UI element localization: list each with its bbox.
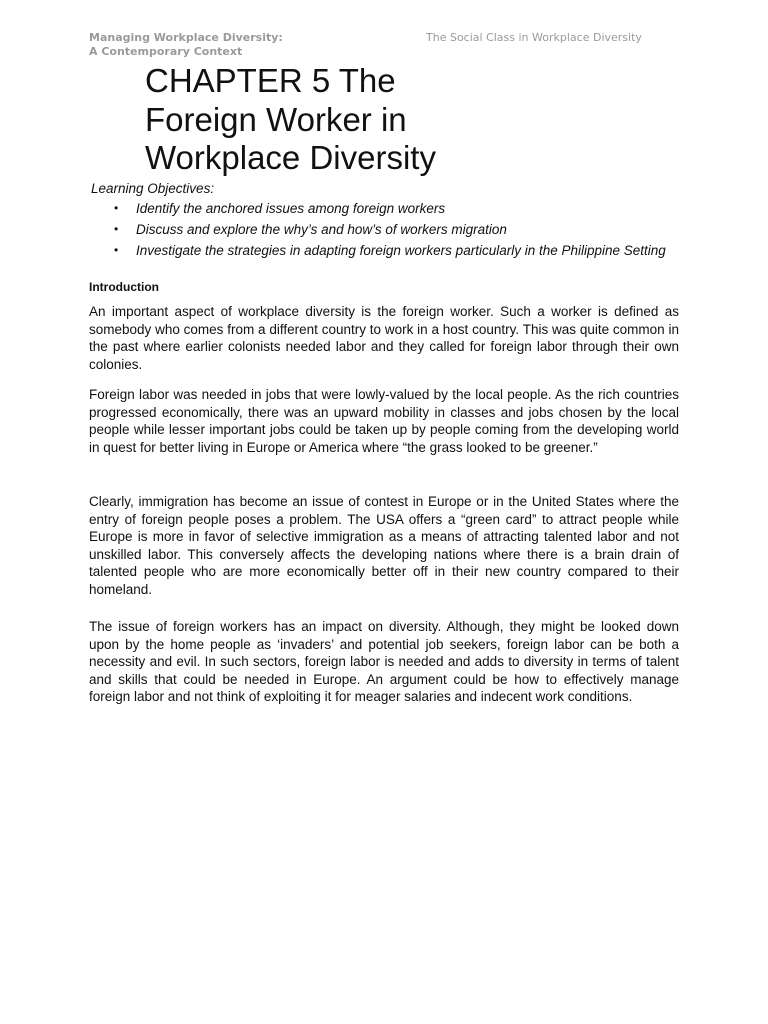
learning-objectives-label: Learning Objectives: — [91, 181, 215, 196]
objective-item — [114, 221, 714, 242]
section-heading-introduction: Introduction — [89, 280, 159, 294]
learning-objectives-list — [114, 200, 714, 263]
chapter-title-line-2: Foreign Worker in — [145, 100, 407, 138]
objective-item — [114, 242, 714, 263]
body-paragraph: Foreign labor was needed in jobs that were lowly-valued by the local people. As the rich countries progressed economically, there was an upward mobility in classes and jobs chosen by the local people while lesser important jobs could be taken up by people coming from the developing world in quest for better living in Europe or America where “the grass looked to be greener.” — [89, 387, 679, 455]
objective-text: Investigate the strategies in adapting foreign workers particularly in the Philippine Setting — [136, 243, 666, 258]
bullet-icon: • — [114, 201, 119, 215]
chapter-title — [145, 62, 705, 178]
book-title-line-1: Managing Workplace Diversity: — [89, 31, 283, 44]
book-title-line-2: A Contemporary Context — [89, 45, 243, 58]
bullet-icon: • — [114, 222, 119, 236]
body-paragraph: An important aspect of workplace diversity is the foreign worker. Such a worker is defined as somebody who comes from a different country to work in a host country. This was quite common in the past where earlier colonists needed labor and they called for foreign labor through their own colonies. — [89, 304, 679, 372]
chapter-title-line-1: CHAPTER 5 The — [145, 62, 396, 99]
objective-text: Identify the anchored issues among foreign workers — [136, 201, 446, 216]
objective-text: Discuss and explore the why’s and how’s of workers migration — [136, 222, 507, 237]
running-header-left — [89, 31, 349, 59]
chapter-title-line-3: Workplace Diversity — [145, 139, 436, 176]
objective-item — [114, 200, 714, 221]
body-paragraph: Clearly, immigration has become an issue of contest in Europe or in the United States where the entry of foreign people poses a problem. The USA offers a “green card” to attract people while Europe is more in favor of selective immigration as a means of attracting talented labor and not unskilled labor. This conversely affects the developing nations where there is a brain drain of talented people who are more economically better off in their new country compared to their homeland. — [89, 494, 679, 597]
bullet-icon: • — [114, 243, 119, 257]
running-header-right: The Social Class in Workplace Diversity — [426, 31, 642, 44]
body-paragraph: The issue of foreign workers has an impact on diversity. Although, they might be looked down upon by the home people as ‘invaders’ and potential job seekers, foreign labor can be both a necessity and evil. In such sectors, foreign labor is needed and adds to diversity in terms of talent and skills that could be needed in Europe. An argument could be how to effectively manage foreign labor and not think of exploiting it for meager salaries and indecent work conditions. — [89, 619, 679, 705]
